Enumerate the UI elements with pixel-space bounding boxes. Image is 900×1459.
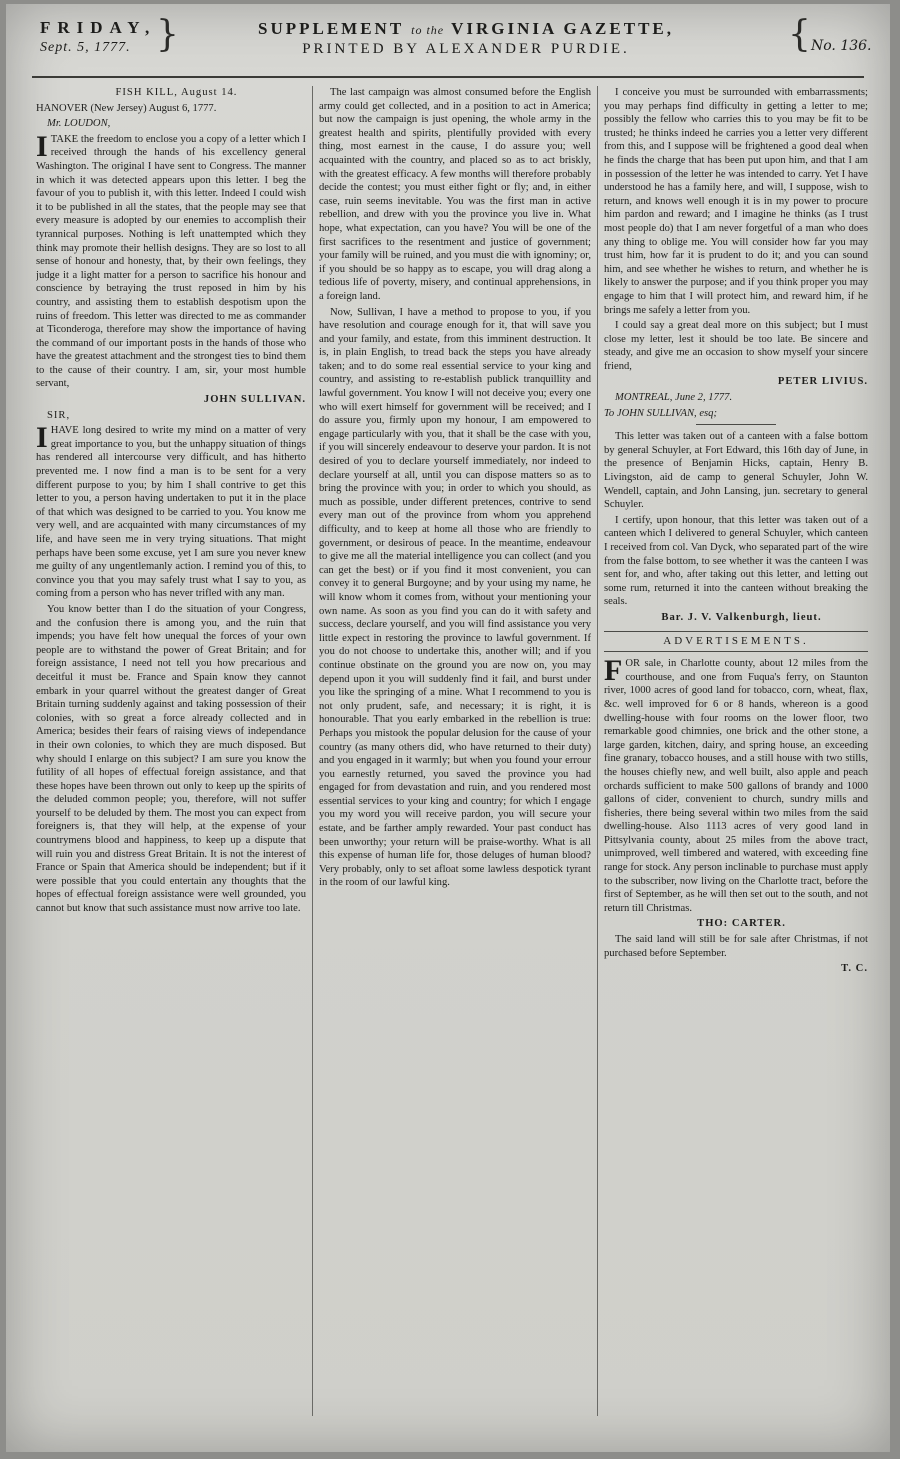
livius-letter-opening: [36, 421, 306, 601]
salutation-sir: SIR,: [47, 409, 71, 421]
short-rule: [696, 424, 776, 425]
newspaper-page: [6, 4, 890, 1452]
column-divider-1: [312, 86, 313, 1416]
dateline-montreal: MONTREAL, June 2, 1777.: [615, 392, 733, 404]
salutation-loudon: Mr. LOUDON,: [47, 118, 111, 130]
column-2: [319, 86, 591, 1431]
masthead: [6, 4, 890, 78]
title-to-the: to the: [411, 23, 445, 37]
advertisement-land-sale: [604, 654, 868, 915]
livius-letter-paragraph-6: I could say a great deal more on this subject; but I must close my letter, lest it should be too late. Be sincere and steady, and give me an occasion to show myself your sincere friend,: [604, 320, 868, 372]
title-supplement: SUPPLEMENT: [257, 19, 404, 38]
canteen-note: This letter was taken out of a canteen with a false bottom by general Schuyler, at Fort Edward, this 16th day of June, in the presence of Benjamin Hicks, captain, Henry B. Livingston, aid de camp to general Schuyler, John W. Wendell, captain, and John Lansing, jun. secretary to general Schuyler.: [604, 431, 868, 511]
livius-letter-paragraph-4: Now, Sullivan, I have a method to propose to you, if you have resolution and courage enough for it, that will save you and your family, and estate, from this imminent destruction. It is, in plain English, to tread back the steps you have already taken; and to do some real essential service to your king and country, and assisting to re-establish publick tranquillity and lawful government. You know I will not deceive you; every one who will exert himself for government will be received; and I do assure you, firmly upon my honour, I am empowered to engage particularly with you, that it shall be the case with you, if you will sincerely endeavour to deserve your pardon. It is not desired of you to declare yourself immediately, nor indeed to declare yourself at all, until you can dispose matters so as to bring the province with you; in order to which you should, as much as possible, under different pretences, contrive to send every man out of the province from whom you apprehend difficulty, and to keep at home all those who are friendly to government, or desirous of peace. In the meantime, endeavour to give me all the material intelligence you can collect (and you can get the best) or if you find it most convenient, you can convey it to general Burgoyne; and by your using my name, he will know whom it comes from, without your mentioning your own name. As soon as you find you can do it with safety and success, declare yourself, and you will find assistance you very little expect in restoring the province to lawful government. If you do not choose to undertake this, another will; and if you continue obstinate on the ground you are now on, you may depend upon it you will suddenly find it fail, and burst under you like the springing of a mine. What I recommend to you is not only prudent, safe, and necessary; it is right, it is honourable. That you early embarked in the rebellion is true: Perhaps you mistook the popular delusion for the cause of your country (as many others did, who have returned to their duty) and you engaged in it warmly; but when you found your errour you earnestly returned, you saved the province you had engaged for from devastation and ruin, and you rendered most essential services to your king and country; for which I engage you my word you will receive pardon, you will secure your estate, and be farther amply rewarded. Your past conduct has been unworthy; your return will be praise-worthy. What is all this expense of human life for, those deluges of human blood? Very probably, only to set afloat some lawless despotick tyrant in the room of our lawful king.: [319, 306, 591, 889]
certification-note: I certify, upon honour, that this letter was taken out of a canteen which I delivered to general Schuyler, which canteen I received from col. Van Dyck, who separated part of the wire from the false bottom, to see whether it was the canteen I was sent for, and who, after taking out this letter, and letting out some rum, returned it into the canteen without breaking the seals.: [604, 514, 868, 608]
title-virginia-gazette: VIRGINIA GAZETTE,: [451, 19, 674, 38]
issue-date: Sept. 5, 1777.: [40, 40, 131, 55]
place-heading: FISH KILL, August 14.: [115, 87, 238, 98]
signature-initials: T. C.: [841, 963, 868, 975]
masthead-rule: [32, 76, 864, 78]
left-brace-ornament: }: [156, 14, 179, 55]
printer-line: PRINTED BY ALEXANDER PURDIE.: [302, 41, 630, 57]
signature-carter: THO: CARTER.: [697, 918, 786, 930]
signature-valkenburgh: Bar. J. V. Valkenburgh, lieut.: [661, 611, 822, 623]
dateline-hanover: HANOVER (New Jersey) August 6, 1777.: [36, 102, 217, 114]
masthead-title-block: [216, 19, 716, 58]
signature-sullivan: JOHN SULLIVAN.: [203, 394, 306, 406]
dropcap-i-2: I: [36, 421, 48, 455]
column-3: [604, 86, 868, 1431]
column-1: [36, 86, 306, 1431]
livius-letter-paragraph-3: The last campaign was almost consumed before the English army could get collected, and in a position to act in America; but now the campaign is just opening, the whole army in the greatest health and spirits, plentifully provided with every thing, most earnest in the cause, I do assure you; well acquainted with the country, and placed so as to act briskly, with the greatest efficacy. A few months will therefore probably decide the contest; you must either fight or fly; and, in either case, ruin seems inevitable. You was the first man in active rebellion, and drew with you the province you live in. What hope, what expectation, can you have? You will be one of the first sacrifices to the resentment and justice of government; your family will be ruined, and you must die with ignominy; or, if you should be so happy as to escape, you will drag along a tedious life of poverty, misery, and continual apprehensions, in a foreign land.: [319, 87, 591, 302]
livius-letter-paragraph-5: I conceive you must be surrounded with embarrassments; you may perhaps find difficulty in getting a letter to me; possibly the fellow who carries this to you may be fit to be trusted; he thinks indeed he carries you a letter very different from this, and I suppose will be frightened a good deal when he finds the charge that has been put upon him, and that I am in possession of the letter he was intended to carry. Yet I have understood he has a family here, and will, I suppose, wish to return, and knows well enough it is in my power to procure him pardon and reward; and I imagine he thinks (as I trust most people do) that I am never forgetful of a man who does any thing to oblige me. You will consider how far you may trust him, how far it is prudent to do it; and you can sound him, and see whether he wishes to return, and whether he is likely to answer the purpose; and if you think proper you may engage to him that I will protect him, and reward him, if he brings me safely a letter from you.: [604, 87, 868, 316]
sullivan-letter-body: [36, 129, 306, 391]
masthead-title: [216, 19, 716, 39]
dropcap-i: I: [36, 129, 48, 163]
dropcap-f: F: [604, 654, 623, 688]
advertisements-heading: ADVERTISEMENTS.: [604, 631, 868, 653]
livius-letter-text-1: HAVE long desired to write my mind on a matter of very great importance to you, but the unhappy situation of things has rendered all intercourse very difficult, and has hitherto prevented me. I now find a man is to be sent for a very different purpose to you; by him I shall contrive to get this letter to you, a person having undertaken to put it in the place of that which was designed to be carried to you. You know me very well, and are acquainted with many circumstances of my life, and have seen me in very trying situations. That might perhaps have been some excuse, yet I am sure you never knew me guilty of any ungentlemanly action. I remind you of this, to convince you that you may safely trust what I say to you, as coming from a person who has never trifled with any man.: [36, 425, 306, 600]
addressee-line: To JOHN SULLIVAN, esq;: [604, 407, 718, 419]
issue-date-block: [40, 18, 156, 56]
right-brace-ornament: {: [788, 14, 811, 55]
signature-livius: PETER LIVIUS.: [777, 376, 868, 388]
advertisement-text: OR sale, in Charlotte county, about 12 miles from the courthouse, and one from Fuqua's ferry, on Staunton river, 1000 acres of good land for tobacco, corn, wheat, flax, &c. well improved for 6 or 8 hands, whereon is a good dwelling-house with four rooms on the lower floor, two remarkable good chimnies, one brick and the other stone, a large garden, kitchen, dairy, and spring house, an exceeding fine granary, tobacco houses, and a still house with two stills, the houses chiefly new, and well built, also apple and peach orchards sufficient to make 500 gallons of brandy and 1000 gallons of cider, convenient to church, sundry mills and fisheries, there being several within two miles from the said dwelling-house. Also 1113 acres of very good land in Pittsylvania county, about 25 miles from the above tract, unimproved, well timbered and watered, with exceeding fine range for stock. Any person inclinable to purchase must apply to the subscriber, now living on the Charlotte tract, before the first of September, as he will then set out to the south, and not return till Christmas.: [604, 658, 868, 914]
issue-day: FRIDAY,: [40, 18, 157, 37]
column-divider-2: [597, 86, 598, 1416]
livius-letter-paragraph-2: You know better than I do the situation of your Congress, and the confusion there is among you, and the ruin that impends; you have felt how unequal the forces of your own people are to withstand the power of Great Britain; and for foreign assistance, I need not tell you how precarious and deceitful it must be. France and Spain know they cannot embark in your quarrel without the greatest danger of Great Britain turning suddenly against and taking possession of their colonies, with so great a force already collected and in America; besides their fears of raising views of independance in their own colonies, to which they are much disposed. But why should I enlarge on this subject? I am sure you know the futility of all hopes of effectual foreign assistance, and that these hopes have been thrown out only to keep up the spirits of the deluded common people; you, therefore, will not suffer yourself to be deluded by them. The most you can expect from foreigners is, that they will help, at the expense of your countrymens blood and happiness, to keep up a dispute that will ruin you and distress Great Britain. It is not the interest of France or Spain that America should be independent; but if it were possible that you could entertain any thoughts that the hopes of effectual foreign assistance were well grounded, you cannot but know that such assistance must now arrive too late.: [36, 603, 306, 915]
sullivan-letter-text: TAKE the freedom to enclose you a copy of a letter which I received through the hands of his excellency general Washington. The original I have sent to Congress. The manner in which it was detected appears upon this letter. I beg the favour of you to publish it, with this letter. Indeed I could wish it to be published in all the states, that the people may see that every measure is adopted by our enemies to accomplish their tyrannical purposes. Nothing is left unattempted which they think may promote their hellish designs. They are so lost to all sense of honour and honesty, that, by their own feelings, they judge it a light matter for a person to sacrifice his honour and conscience by betraying the trust reposed in him by his country, and assisting them to establish despotism upon the ruins of freedom. This letter was directed to me as commander at Ticonderoga, therefore may show the importance of having the command of our important posts in the hands of those who have the greatest attachment and the strongest ties to bind them to the cause of their country. I am, sir, your most humble servant,: [36, 133, 306, 390]
advertisement-footnote: The said land will still be for sale after Christmas, if not purchased before September.: [604, 934, 868, 959]
issue-number: No. 136.: [811, 38, 872, 54]
